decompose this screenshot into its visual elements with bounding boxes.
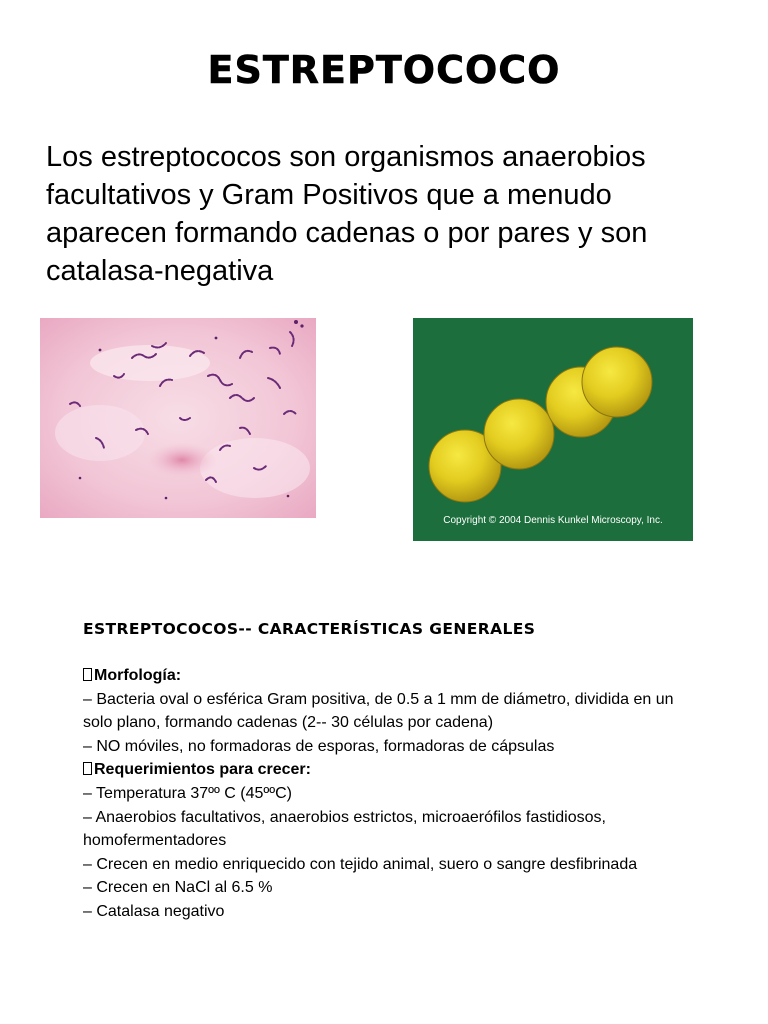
list-item: – Crecen en NaCl al 6.5 % <box>83 879 273 897</box>
list-item: – Anaerobios facultativos, anaerobios estrictos, microaerófilos fastidiosos, homofermentadores <box>83 808 606 850</box>
characteristics-list <box>83 664 703 924</box>
gram-stain-micrograph <box>40 318 316 518</box>
list-item: – Temperatura 37ºº C (45ººC) <box>83 784 292 802</box>
bullet-glyph-icon <box>83 668 92 681</box>
list-item: – Bacteria oval o esférica Gram positiva, de 0.5 a 1 mm de diámetro, dividida en un solo plano, formando cadenas (2-- 30 células por cadena) <box>83 690 674 732</box>
list-item: – Crecen en medio enriquecido con tejido animal, suero o sangre desfibrinada <box>83 855 638 873</box>
section-heading: ESTREPTOCOCOS-- CARACTERÍSTICAS GENERALES <box>83 620 536 638</box>
morfologia-heading: Morfología: <box>83 664 703 688</box>
image-copyright-caption: Copyright © 2004 Dennis Kunkel Microscopy, Inc. <box>443 515 663 526</box>
intro-paragraph: Los estreptococos son organismos anaerobios facultativos y Gram Positivos que a menudo aparecen formando cadenas o por pares y son catalasa-negativa <box>46 141 648 287</box>
bullet-glyph-icon <box>83 762 92 775</box>
sem-streptococcus-chain-image <box>413 318 693 541</box>
list-item: – Catalasa negativo <box>83 902 225 920</box>
list-item: – NO móviles, no formadoras de esporas, formadoras de cápsulas <box>83 737 555 755</box>
requerimientos-heading: Requerimientos para crecer: <box>83 758 703 782</box>
page-title: ESTREPTOCOCO <box>207 48 561 92</box>
